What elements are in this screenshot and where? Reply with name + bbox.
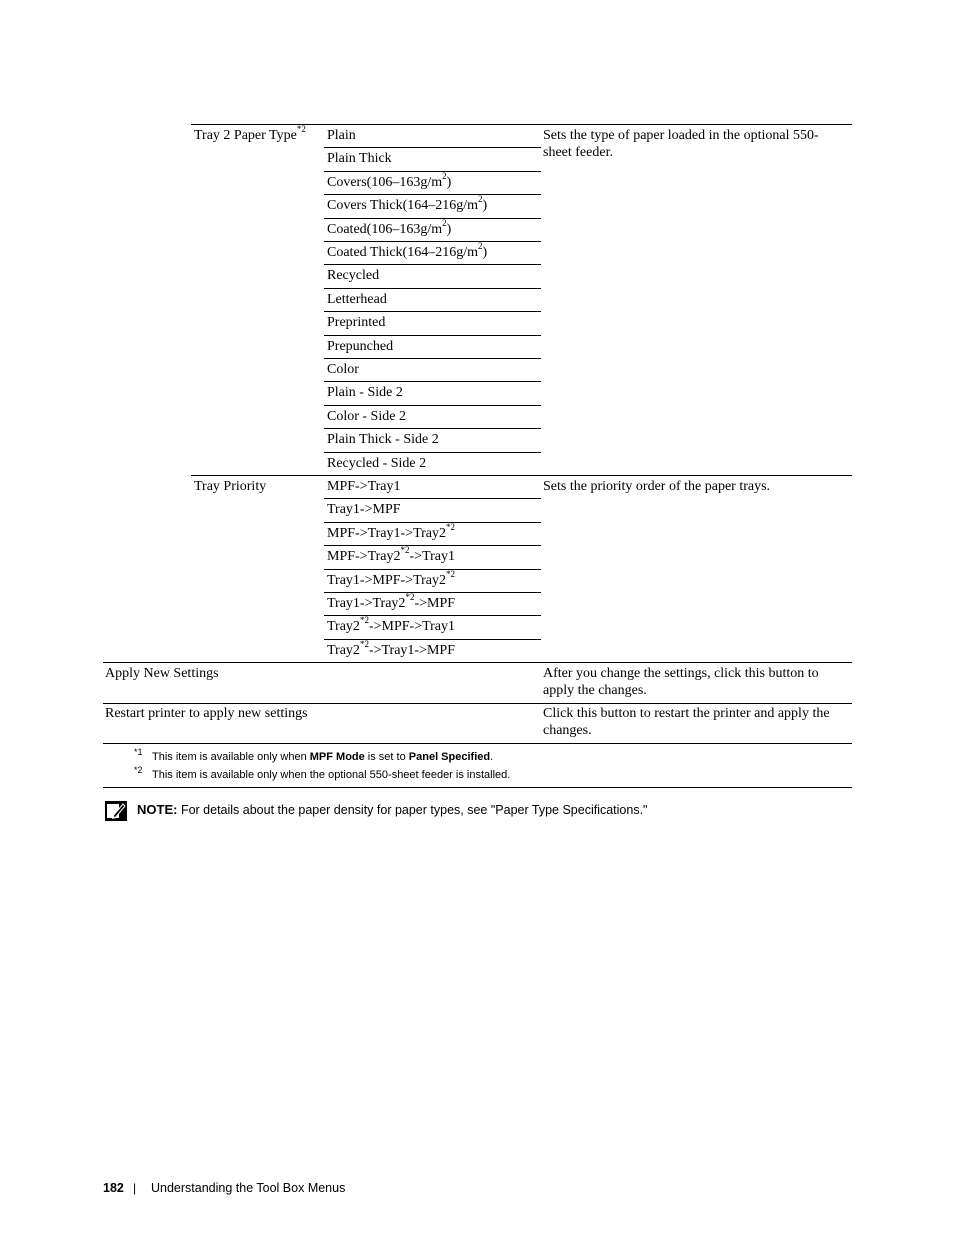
page-number: 182 xyxy=(103,1181,124,1195)
tray2-paper-type-row-divider xyxy=(324,171,541,172)
tray-priority-row-divider xyxy=(324,498,541,499)
note-body: For details about the paper density for paper types, see "Paper Type Specifications." xyxy=(180,803,648,817)
tray2-paper-type-option: $Coated(106-163g/m^2)$ xyxy=(327,218,452,237)
tray2-paper-type-option: Color - Side 2 xyxy=(327,409,406,424)
tray-priority-row-divider xyxy=(324,569,541,570)
footnote-1: *1 This item is available only when MPF Mode is set to Panel Specified. xyxy=(134,747,494,763)
tray-priority-row-divider xyxy=(324,522,541,523)
tray2-paper-type-option: Plain Thick xyxy=(327,151,392,166)
restart-printer-label: Restart printer to apply new settings xyxy=(105,706,308,721)
tray2-paper-type-label: Tray 2 Paper Type$^{*2}$ xyxy=(194,124,306,143)
tray2-paper-type-option: Preprinted xyxy=(327,315,386,330)
tray-priority-top-rule xyxy=(191,475,852,476)
tray-priority-option: MPF-$>Tray2^{*2}->Tray1$ xyxy=(327,545,456,564)
tray2-paper-type-row-divider xyxy=(324,335,541,336)
restart-top-rule xyxy=(103,703,852,704)
tray2-paper-type-description: Sets the type of paper loaded in the optional 550-sheet feeder. xyxy=(543,128,819,160)
tray-priority-option: $Tray2^{*2}->Tray1->MPF$ xyxy=(327,639,456,658)
tray2-paper-type-row-divider xyxy=(324,264,541,265)
tray2-paper-type-row-divider xyxy=(324,428,541,429)
tray2-paper-type-option: Prepunched xyxy=(327,339,394,354)
table-bottom-rule xyxy=(103,743,852,744)
tray-priority-row-divider xyxy=(324,545,541,546)
tray2-paper-type-row-divider xyxy=(324,194,541,195)
tray2-paper-type-row-divider xyxy=(324,405,541,406)
tray-priority-description: Sets the priority order of the paper trays. xyxy=(543,479,771,494)
footnote-bottom-rule xyxy=(103,787,852,788)
restart-printer-description: Click this button to restart the printer and apply the changes. xyxy=(543,706,830,738)
tray-priority-option: MPF-$>Tray1->Tray2^{*2}$ xyxy=(327,522,456,541)
tray2-paper-type-option: Plain - Side 2 xyxy=(327,385,403,400)
tray2-paper-type-option: Letterhead xyxy=(327,292,387,307)
apply-new-settings-label: Apply New Settings xyxy=(105,666,219,681)
tray2-paper-type-row-divider xyxy=(324,452,541,453)
tray-priority-row-divider xyxy=(324,592,541,593)
tray2-paper-type-option: Plain xyxy=(327,128,356,143)
note-label: NOTE: xyxy=(137,802,178,817)
tray2-paper-type-option: Recycled - Side 2 xyxy=(327,456,427,471)
tray-priority-option: Tray1->MPF xyxy=(327,502,401,517)
footnote-2: *2 This item is available only when the optional 550-sheet feeder is installed. xyxy=(134,765,511,781)
tray-priority-option: MPF->Tray1 xyxy=(327,479,401,494)
tray2-paper-type-row-divider xyxy=(324,241,541,242)
tray2-paper-type-row-divider xyxy=(324,358,541,359)
tray-priority-row-divider xyxy=(324,615,541,616)
tray2-paper-type-option: Coated $Thick(164-216g/m^2)$ xyxy=(327,241,488,260)
apply-new-settings-description: After you change the settings, click this button to apply the changes. xyxy=(543,666,819,698)
tray-priority-label: Tray Priority xyxy=(194,479,267,494)
tray2-paper-type-row-divider xyxy=(324,288,541,289)
footer-separator: | xyxy=(133,1181,137,1195)
note-text xyxy=(137,802,648,818)
tray2-paper-type-option: Plain Thick - Side 2 xyxy=(327,432,439,447)
tray2-paper-type-option: Recycled xyxy=(327,268,380,283)
tray2-top-rule xyxy=(191,124,852,125)
footer-section-title: Understanding the Tool Box Menus xyxy=(151,1181,346,1195)
tray2-paper-type-row-divider xyxy=(324,147,541,148)
tray2-paper-type-row-divider xyxy=(324,218,541,219)
tray2-paper-type-option: Covers $Thick(164-216g/m^2)$ xyxy=(327,194,488,213)
tray2-paper-type-row-divider xyxy=(324,381,541,382)
tray-priority-row-divider xyxy=(324,639,541,640)
tray-priority-option: $Tray2^{*2}->MPF->Tray1$ xyxy=(327,615,456,634)
tray-priority-option: $Tray1->Tray2^{*2}->MPF$ xyxy=(327,592,456,611)
tray-priority-option: $Tray1->MPF->Tray2^{*2}$ xyxy=(327,569,456,588)
note-pencil-icon xyxy=(105,801,127,821)
apply-top-rule xyxy=(103,662,852,663)
tray2-paper-type-option: Color xyxy=(327,362,359,377)
tray2-paper-type-row-divider xyxy=(324,311,541,312)
tray2-paper-type-option: $Covers(106-163g/m^2)$ xyxy=(327,171,452,190)
